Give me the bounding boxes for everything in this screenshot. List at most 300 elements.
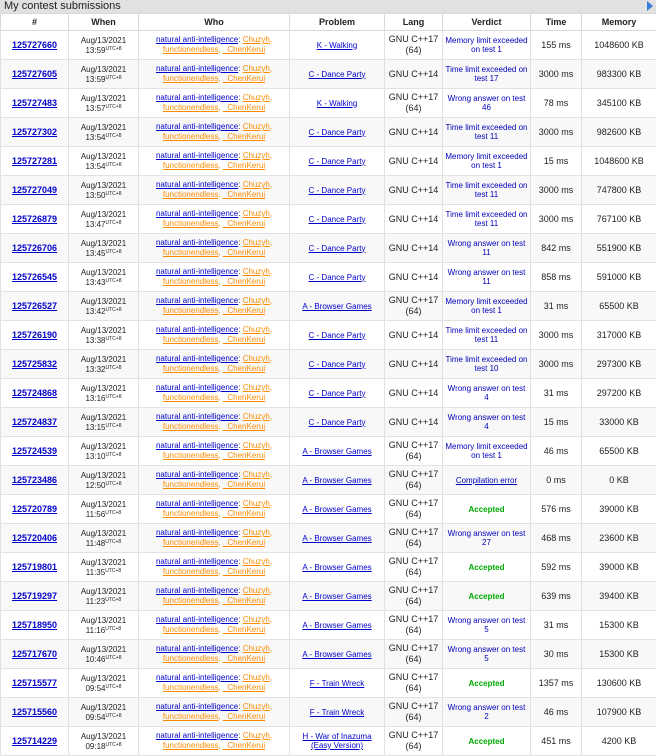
member-link[interactable]: _ChenKerui [222, 625, 266, 634]
memory-usage: 65500 KB [599, 301, 639, 311]
cell-memory [582, 118, 656, 147]
table-row [1, 205, 656, 234]
cell-problem [290, 640, 385, 669]
team-name-link[interactable]: natural anti-intelligence [155, 644, 239, 653]
cell-time [531, 408, 582, 437]
cell-problem [290, 379, 385, 408]
timezone-label: UTC+8 [105, 277, 122, 284]
submission-time [81, 297, 126, 316]
cell-lang [385, 582, 443, 611]
team-name-link[interactable]: natural anti-intelligence [155, 528, 239, 537]
team-name-link[interactable]: natural anti-intelligence [155, 267, 239, 276]
run-time: 31 ms [543, 620, 569, 630]
member-link[interactable]: _ChenKerui [222, 509, 266, 518]
table-row [1, 553, 656, 582]
submission-time [81, 500, 126, 519]
cell-lang [385, 118, 443, 147]
cell-who [139, 524, 290, 553]
member-link[interactable]: Chuzyh [242, 93, 270, 102]
member-link[interactable]: functionendless [162, 712, 219, 721]
member-link[interactable]: _ChenKerui [222, 132, 266, 141]
cell-problem [290, 147, 385, 176]
member-separator: , [218, 306, 223, 315]
submission-id-link[interactable]: 125726190 [11, 330, 58, 340]
member-link[interactable]: Chuzyh [242, 586, 270, 595]
team-name-link[interactable]: natural anti-intelligence [155, 64, 239, 73]
team-name-link[interactable]: natural anti-intelligence [155, 325, 239, 334]
member-link[interactable]: Chuzyh [242, 238, 270, 247]
language-label: GNU C++17 (64) [388, 498, 439, 519]
team-name-link[interactable]: natural anti-intelligence [155, 470, 239, 479]
member-link[interactable]: _ChenKerui [222, 741, 266, 750]
member-link[interactable]: _ChenKerui [222, 219, 266, 228]
member-link[interactable]: Chuzyh [242, 528, 270, 537]
timezone-label: UTC+8 [105, 596, 122, 603]
member-separator: , [218, 596, 223, 605]
run-time: 30 ms [543, 649, 569, 659]
cell-lang [385, 31, 443, 60]
submission-date: Aug/13/2021 [80, 731, 127, 741]
member-link[interactable]: functionendless [162, 277, 219, 286]
table-row [1, 582, 656, 611]
cell-when [69, 263, 139, 292]
member-link[interactable]: _ChenKerui [222, 422, 266, 431]
member-link[interactable]: functionendless [162, 248, 219, 257]
team-separator: : [238, 499, 243, 508]
member-link[interactable]: functionendless [162, 596, 219, 605]
language-label: GNU C++14 [388, 68, 439, 79]
cell-id [1, 727, 69, 756]
verdict-text[interactable]: Compilation error [455, 475, 518, 485]
member-link[interactable]: Chuzyh [242, 615, 270, 624]
submission-date: Aug/13/2021 [80, 557, 127, 567]
cell-when [69, 60, 139, 89]
submission-id-link[interactable]: 125727605 [11, 69, 58, 79]
member-link[interactable]: _ChenKerui [222, 364, 266, 373]
memory-usage: 297300 KB [596, 359, 642, 369]
member-separator: , [269, 209, 273, 218]
member-link[interactable]: Chuzyh [242, 499, 270, 508]
verdict-text: Time limit exceeded on test 10 [445, 355, 528, 373]
submission-clock: 13:47 [85, 219, 106, 229]
member-link[interactable]: functionendless [162, 364, 219, 373]
member-link[interactable]: Chuzyh [242, 441, 270, 450]
member-link[interactable]: functionendless [162, 567, 219, 576]
team-name-link[interactable]: natural anti-intelligence [155, 586, 239, 595]
submission-date: Aug/13/2021 [80, 151, 127, 161]
member-link[interactable]: functionendless [162, 451, 219, 460]
cell-time [531, 495, 582, 524]
table-row [1, 234, 656, 263]
member-link[interactable]: Chuzyh [242, 151, 270, 160]
language-label: GNU C++17 (64) [388, 701, 439, 722]
team-name-link[interactable]: natural anti-intelligence [155, 499, 239, 508]
submission-clock: 13:45 [85, 248, 106, 258]
member-link[interactable]: Chuzyh [242, 325, 270, 334]
member-link[interactable]: Chuzyh [242, 412, 270, 421]
submission-time [81, 529, 126, 548]
cell-who [139, 176, 290, 205]
team-name-link[interactable]: natural anti-intelligence [155, 209, 239, 218]
member-separator: , [218, 277, 223, 286]
team-name-link[interactable]: natural anti-intelligence [155, 122, 239, 131]
cell-problem [290, 524, 385, 553]
submission-id-link[interactable]: 125726706 [11, 243, 58, 253]
header-row [1, 14, 656, 31]
submission-id-link[interactable]: 125715577 [11, 678, 58, 688]
member-link[interactable]: _ChenKerui [222, 190, 266, 199]
submission-time [81, 152, 126, 171]
problem-link[interactable]: K - Walking [316, 98, 358, 108]
problem-link[interactable]: C - Dance Party [308, 127, 366, 137]
submission-date: Aug/13/2021 [80, 267, 127, 277]
submission-clock: 13:54 [85, 161, 106, 171]
problem-link[interactable]: A - Browser Games [302, 446, 372, 456]
member-link[interactable]: functionendless [162, 422, 219, 431]
submission-id-link[interactable]: 125720789 [11, 504, 58, 514]
member-link[interactable]: functionendless [162, 625, 219, 634]
cell-lang [385, 727, 443, 756]
timezone-label: UTC+8 [105, 306, 122, 313]
cell-id [1, 292, 69, 321]
language-label: GNU C++17 (64) [388, 34, 439, 55]
member-link[interactable]: _ChenKerui [222, 393, 266, 402]
cell-time [531, 727, 582, 756]
member-link[interactable]: _ChenKerui [222, 103, 266, 112]
problem-link[interactable]: A - Browser Games [302, 301, 372, 311]
run-time: 858 ms [541, 272, 571, 282]
cell-time [531, 89, 582, 118]
submission-clock: 13:59 [85, 74, 106, 84]
cell-problem [290, 321, 385, 350]
cell-problem [290, 437, 385, 466]
cell-when [69, 176, 139, 205]
submission-id-link[interactable]: 125727281 [11, 156, 58, 166]
team-name-link[interactable]: natural anti-intelligence [155, 238, 239, 247]
cell-problem [290, 698, 385, 727]
cell-memory [582, 698, 656, 727]
language-label: GNU C++17 (64) [388, 556, 439, 577]
cell-who [139, 350, 290, 379]
problem-link[interactable]: H - War of Inazuma (Easy Version) [302, 732, 372, 750]
memory-usage: 983300 KB [596, 69, 642, 79]
memory-usage: 39000 KB [599, 504, 639, 514]
verdict-text: Wrong answer on test 46 [447, 94, 526, 112]
cell-memory [582, 553, 656, 582]
cell-who [139, 147, 290, 176]
member-link[interactable]: Chuzyh [242, 470, 270, 479]
cell-who [139, 263, 290, 292]
run-time: 3000 ms [538, 330, 574, 340]
member-link[interactable]: _ChenKerui [222, 335, 266, 344]
team-name-link[interactable]: natural anti-intelligence [155, 702, 239, 711]
member-link[interactable]: _ChenKerui [222, 596, 266, 605]
member-link[interactable]: functionendless [162, 538, 219, 547]
submission-id-link[interactable]: 125717670 [11, 649, 58, 659]
language-label: GNU C++14 [388, 358, 439, 369]
problem-link[interactable]: C - Dance Party [308, 272, 366, 282]
submission-id-link[interactable]: 125723486 [11, 475, 58, 485]
problem-link[interactable]: A - Browser Games [302, 504, 372, 514]
member-link[interactable]: _ChenKerui [222, 451, 266, 460]
cell-verdict [443, 524, 531, 553]
member-link[interactable]: functionendless [162, 393, 219, 402]
cell-problem [290, 495, 385, 524]
submission-time [81, 587, 126, 606]
member-link[interactable]: functionendless [162, 306, 219, 315]
member-link[interactable]: _ChenKerui [222, 248, 266, 257]
member-link[interactable]: functionendless [162, 103, 219, 112]
col-header-lang: Lang [385, 14, 443, 31]
cell-verdict [443, 466, 531, 495]
problem-link[interactable]: C - Dance Party [308, 185, 366, 195]
problem-link[interactable]: C - Dance Party [308, 359, 366, 369]
submission-clock: 10:46 [85, 654, 106, 664]
table-row [1, 147, 656, 176]
cell-problem [290, 89, 385, 118]
col-header-verdict: Verdict [443, 14, 531, 31]
member-link[interactable]: _ChenKerui [222, 277, 266, 286]
col-header-id: # [1, 14, 69, 31]
problem-link[interactable]: A - Browser Games [302, 649, 372, 659]
member-link[interactable]: functionendless [162, 683, 219, 692]
member-link[interactable]: functionendless [162, 132, 219, 141]
panel-title-bar [0, 0, 656, 13]
member-link[interactable]: _ChenKerui [222, 480, 266, 489]
submission-date: Aug/13/2021 [80, 93, 127, 103]
run-time: 576 ms [541, 504, 571, 514]
member-link[interactable]: functionendless [162, 74, 219, 83]
submission-clock: 13:15 [85, 422, 106, 432]
member-separator: , [218, 422, 223, 431]
submission-date: Aug/13/2021 [80, 354, 127, 364]
submission-id-link[interactable]: 125724539 [11, 446, 58, 456]
member-separator: , [218, 248, 223, 257]
language-label: GNU C++14 [388, 184, 439, 195]
col-header-when: When [69, 14, 139, 31]
problem-link[interactable]: F - Train Wreck [309, 707, 365, 717]
table-row [1, 524, 656, 553]
cell-id [1, 205, 69, 234]
submission-id-link[interactable]: 125727483 [11, 98, 58, 108]
team-name-link[interactable]: natural anti-intelligence [155, 557, 239, 566]
submission-id-link[interactable]: 125719801 [11, 562, 58, 572]
run-time: 31 ms [543, 301, 569, 311]
member-link[interactable]: _ChenKerui [222, 538, 266, 547]
member-link[interactable]: _ChenKerui [222, 45, 266, 54]
cell-time [531, 379, 582, 408]
problem-link[interactable]: F - Train Wreck [309, 678, 365, 688]
cell-lang [385, 640, 443, 669]
submission-id-link[interactable]: 125715560 [11, 707, 58, 717]
member-link[interactable]: _ChenKerui [222, 306, 266, 315]
submission-date: Aug/13/2021 [80, 325, 127, 335]
cell-who [139, 89, 290, 118]
submission-date: Aug/13/2021 [80, 528, 127, 538]
cell-lang [385, 89, 443, 118]
member-link[interactable]: _ChenKerui [222, 654, 266, 663]
problem-link[interactable]: C - Dance Party [308, 243, 366, 253]
member-link[interactable]: functionendless [162, 190, 219, 199]
member-link[interactable]: Chuzyh [242, 557, 270, 566]
submission-id-link[interactable]: 125714229 [11, 736, 58, 746]
collapse-arrow-icon[interactable] [647, 1, 653, 11]
member-link[interactable]: Chuzyh [242, 209, 270, 218]
team-name-link[interactable]: natural anti-intelligence [155, 673, 239, 682]
cell-when [69, 147, 139, 176]
submission-id-link[interactable]: 125724837 [11, 417, 58, 427]
cell-problem [290, 582, 385, 611]
problem-link[interactable]: C - Dance Party [308, 417, 366, 427]
team-name-link[interactable]: natural anti-intelligence [155, 151, 239, 160]
member-link[interactable]: Chuzyh [242, 383, 270, 392]
member-link[interactable]: _ChenKerui [222, 161, 266, 170]
submission-date: Aug/13/2021 [80, 644, 127, 654]
cell-id [1, 524, 69, 553]
submission-id-link[interactable]: 125726545 [11, 272, 58, 282]
cell-verdict [443, 89, 531, 118]
member-link[interactable]: Chuzyh [242, 354, 270, 363]
cell-id [1, 437, 69, 466]
member-separator: , [269, 354, 273, 363]
member-separator: , [218, 219, 223, 228]
team-name-link[interactable]: natural anti-intelligence [155, 731, 239, 740]
member-link[interactable]: Chuzyh [242, 64, 270, 73]
member-link[interactable]: Chuzyh [242, 702, 270, 711]
verdict-text: Wrong answer on test 4 [447, 384, 526, 402]
verdict-text: Accepted [468, 678, 505, 688]
verdict-text: Wrong answer on test 11 [447, 268, 526, 286]
member-separator: , [269, 267, 273, 276]
problem-link[interactable]: A - Browser Games [302, 562, 372, 572]
table-row [1, 466, 656, 495]
team-separator: : [238, 93, 243, 102]
cell-time [531, 611, 582, 640]
member-separator: , [218, 161, 223, 170]
problem-link[interactable]: C - Dance Party [308, 69, 366, 79]
cell-time [531, 234, 582, 263]
member-separator: , [218, 364, 223, 373]
submission-id-link[interactable]: 125725832 [11, 359, 58, 369]
member-link[interactable]: Chuzyh [242, 731, 270, 740]
cell-problem [290, 553, 385, 582]
submission-id-link[interactable]: 125720406 [11, 533, 58, 543]
cell-id [1, 698, 69, 727]
problem-link[interactable]: A - Browser Games [302, 620, 372, 630]
member-link[interactable]: _ChenKerui [222, 567, 266, 576]
table-row [1, 611, 656, 640]
member-separator: , [218, 335, 223, 344]
submission-id-link[interactable]: 125718950 [11, 620, 58, 630]
cell-when [69, 611, 139, 640]
member-link[interactable]: Chuzyh [242, 296, 270, 305]
member-link[interactable]: _ChenKerui [222, 683, 266, 692]
member-link[interactable]: Chuzyh [242, 180, 270, 189]
submission-time [81, 645, 126, 664]
cell-who [139, 611, 290, 640]
member-separator: , [269, 702, 273, 711]
member-separator: , [218, 538, 223, 547]
problem-link[interactable]: C - Dance Party [308, 214, 366, 224]
submission-id-link[interactable]: 125719297 [11, 591, 58, 601]
team-name-link[interactable]: natural anti-intelligence [155, 412, 239, 421]
member-link[interactable]: functionendless [162, 741, 219, 750]
member-link[interactable]: Chuzyh [242, 673, 270, 682]
cell-when [69, 205, 139, 234]
team-name-link[interactable]: natural anti-intelligence [155, 93, 239, 102]
cell-id [1, 582, 69, 611]
problem-link[interactable]: C - Dance Party [308, 330, 366, 340]
submission-id-link[interactable]: 125726527 [11, 301, 58, 311]
problem-link[interactable]: K - Walking [316, 40, 358, 50]
member-link[interactable]: Chuzyh [242, 35, 270, 44]
problem-link[interactable]: A - Browser Games [302, 475, 372, 485]
member-link[interactable]: _ChenKerui [222, 74, 266, 83]
problem-link[interactable]: A - Browser Games [302, 533, 372, 543]
memory-usage: 65500 KB [599, 446, 639, 456]
cell-verdict [443, 669, 531, 698]
member-link[interactable]: Chuzyh [242, 122, 270, 131]
member-link[interactable]: functionendless [162, 335, 219, 344]
submission-id-link[interactable]: 125727049 [11, 185, 58, 195]
member-link[interactable]: functionendless [162, 509, 219, 518]
member-link[interactable]: _ChenKerui [222, 712, 266, 721]
team-separator: : [238, 615, 243, 624]
cell-who [139, 205, 290, 234]
timezone-label: UTC+8 [105, 190, 122, 197]
cell-lang [385, 669, 443, 698]
problem-link[interactable]: C - Dance Party [308, 388, 366, 398]
problem-link[interactable]: C - Dance Party [308, 156, 366, 166]
submission-id-link[interactable]: 125724868 [11, 388, 58, 398]
member-link[interactable]: functionendless [162, 219, 219, 228]
problem-link[interactable]: A - Browser Games [302, 591, 372, 601]
submission-id-link[interactable]: 125726879 [11, 214, 58, 224]
member-link[interactable]: Chuzyh [242, 644, 270, 653]
submission-time [81, 732, 126, 751]
cell-verdict [443, 118, 531, 147]
member-link[interactable]: functionendless [162, 654, 219, 663]
team-name-link[interactable]: natural anti-intelligence [155, 180, 239, 189]
team-name-link[interactable]: natural anti-intelligence [155, 296, 239, 305]
cell-who [139, 379, 290, 408]
memory-usage: 982600 KB [596, 127, 642, 137]
team-name-link[interactable]: natural anti-intelligence [155, 354, 239, 363]
cell-id [1, 176, 69, 205]
cell-verdict [443, 205, 531, 234]
member-link[interactable]: functionendless [162, 45, 219, 54]
member-link[interactable]: Chuzyh [242, 267, 270, 276]
verdict-text: Accepted [468, 504, 505, 514]
submission-clock: 11:48 [85, 538, 106, 548]
cell-time [531, 698, 582, 727]
team-name-link[interactable]: natural anti-intelligence [155, 615, 239, 624]
team-name-link[interactable]: natural anti-intelligence [155, 383, 239, 392]
cell-who [139, 466, 290, 495]
team-name-link[interactable]: natural anti-intelligence [155, 441, 239, 450]
member-link[interactable]: functionendless [162, 480, 219, 489]
submission-id-link[interactable]: 125727660 [11, 40, 58, 50]
team-name-link[interactable]: natural anti-intelligence [155, 35, 239, 44]
submission-id-link[interactable]: 125727302 [11, 127, 58, 137]
cell-when [69, 234, 139, 263]
table-row [1, 31, 656, 60]
member-link[interactable]: functionendless [162, 161, 219, 170]
cell-id [1, 234, 69, 263]
submission-date: Aug/13/2021 [80, 209, 127, 219]
table-row [1, 350, 656, 379]
submission-clock: 13:38 [85, 335, 106, 345]
